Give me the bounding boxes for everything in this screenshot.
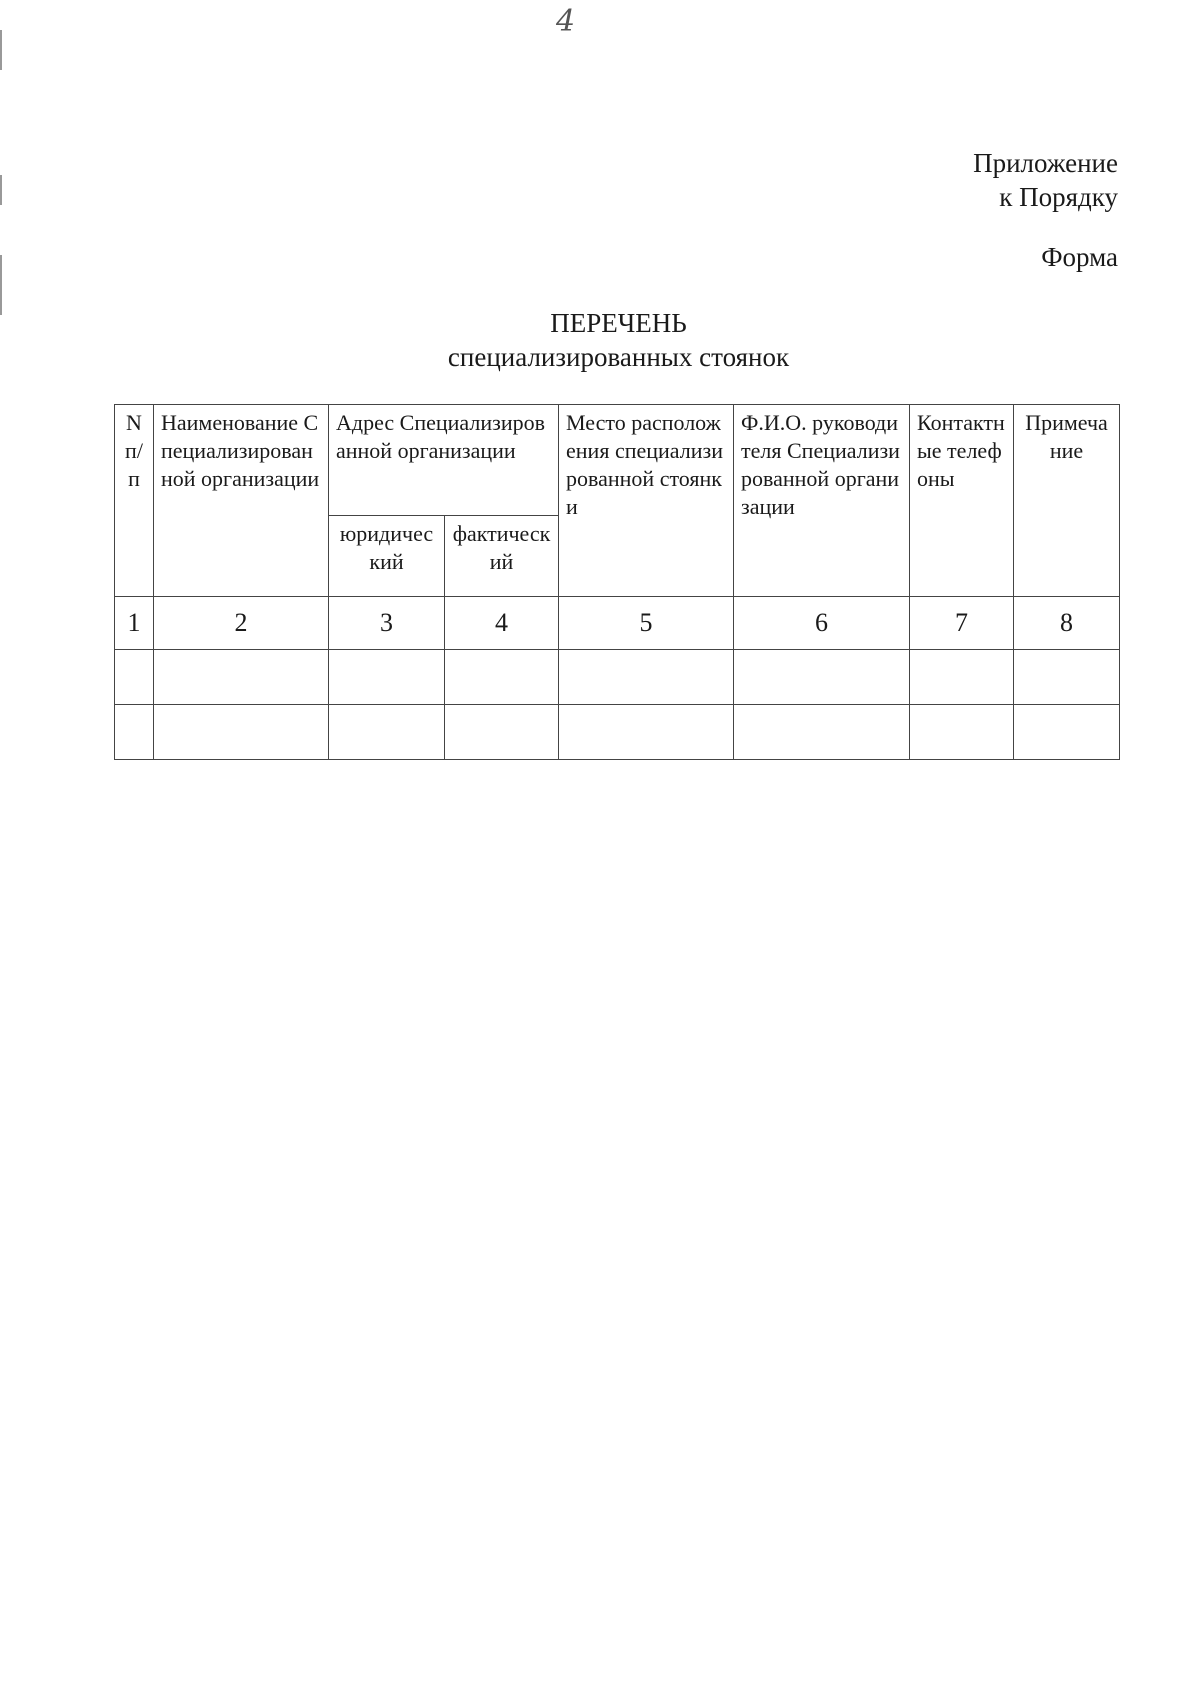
column-number: 2 bbox=[154, 597, 329, 650]
table-cell bbox=[910, 705, 1014, 760]
page-number: 4 bbox=[556, 4, 576, 39]
table-cell bbox=[1014, 650, 1120, 705]
scan-edge-mark bbox=[0, 175, 2, 205]
table-cell bbox=[445, 705, 559, 760]
header-cell-num: N п/п bbox=[115, 405, 154, 597]
column-number: 6 bbox=[734, 597, 910, 650]
table-cell bbox=[115, 650, 154, 705]
table-row bbox=[115, 650, 1120, 705]
header-cell-address: Адрес Специализированной организации bbox=[329, 405, 559, 516]
table-cell bbox=[154, 650, 329, 705]
column-number: 8 bbox=[1014, 597, 1120, 650]
document-subtitle: специализированных стоянок bbox=[447, 342, 790, 372]
column-number: 4 bbox=[445, 597, 559, 650]
table-cell bbox=[115, 705, 154, 760]
appendix-line: Приложение bbox=[973, 148, 1118, 178]
header-cell-location: Место расположения специализированной стоянки bbox=[559, 405, 734, 597]
table-cell bbox=[1014, 705, 1120, 760]
table-cell bbox=[734, 705, 910, 760]
table-cell bbox=[559, 650, 734, 705]
parking-lots-table bbox=[114, 404, 1120, 760]
table-cell bbox=[329, 650, 445, 705]
scan-edge-mark bbox=[0, 30, 2, 70]
table-row bbox=[115, 705, 1120, 760]
table-cell bbox=[445, 650, 559, 705]
header-cell-phones: Контактные телефоны bbox=[910, 405, 1014, 597]
appendix-note bbox=[973, 146, 1118, 214]
document-title: ПЕРЕЧЕНЬ bbox=[550, 308, 687, 338]
table-cell bbox=[154, 705, 329, 760]
table-cell bbox=[559, 705, 734, 760]
form-label: Форма bbox=[1041, 242, 1118, 272]
column-number: 1 bbox=[115, 597, 154, 650]
table-cell bbox=[734, 650, 910, 705]
header-cell-address-legal: юридический bbox=[329, 516, 445, 597]
header-cell-name: Наименование Специализированной организации bbox=[154, 405, 329, 597]
header-cell-director: Ф.И.О. руководителя Специализированной организации bbox=[734, 405, 910, 597]
column-number: 3 bbox=[329, 597, 445, 650]
table-cell bbox=[329, 705, 445, 760]
table-cell bbox=[910, 650, 1014, 705]
column-number: 5 bbox=[559, 597, 734, 650]
appendix-line: к Порядку bbox=[999, 182, 1118, 212]
column-number: 7 bbox=[910, 597, 1014, 650]
header-cell-address-actual: фактический bbox=[445, 516, 559, 597]
header-cell-notes: Примечание bbox=[1014, 405, 1120, 597]
